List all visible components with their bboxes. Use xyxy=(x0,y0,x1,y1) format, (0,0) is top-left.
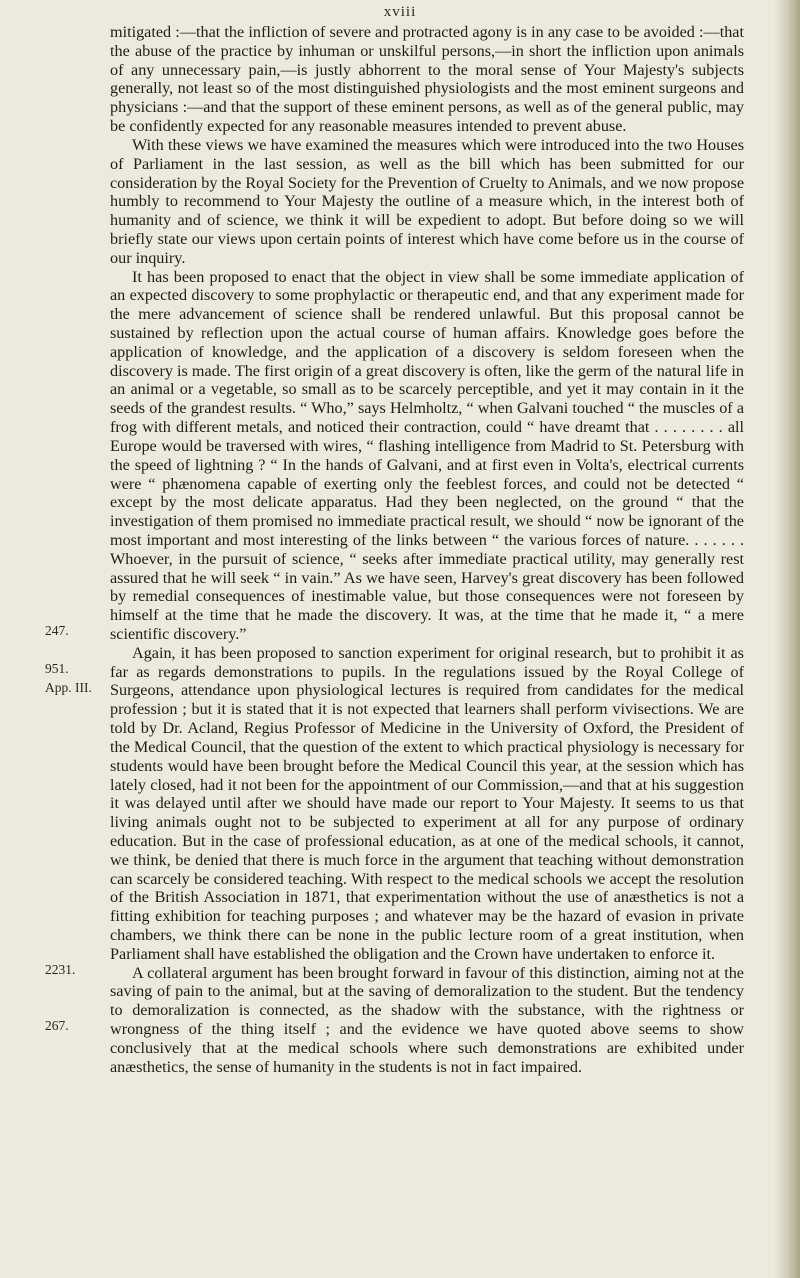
paragraph: mitigated :—that the infliction of severe and protracted agony is in any case to be avoided :—that the abuse of the practice by inhuman or unskilful persons,—in short the infliction upon animals of any unnecessary pain,—is justly abhorrent to the moral sense of Your Majesty's subjects generally, not least so of the most distinguished physiologists and the most eminent surgeons and physicians :—and that the support of these eminent persons, as well as of the general public, may be confidently expected for any reasonable measures intended to prevent abuse. xyxy=(110,23,744,136)
margin-note: App. III. xyxy=(45,680,92,695)
body-text xyxy=(110,23,744,1077)
margin-note: 247. xyxy=(45,623,69,638)
paragraph: With these views we have examined the measures which were introduced into the two Houses of Parliament in the last session, as well as the bill which has been submitted for our consideration by the Royal Society for the Prevention of Cruelty to Animals, and we now propose humbly to recommend to Your Majesty the outline of a measure which, in the interest both of humanity and of science, we think it will be expedient to adopt. But before doing so we will briefly state our views upon certain points of interest which have come before us in the course of our inquiry. xyxy=(110,135,744,267)
page-edge-shadow xyxy=(774,0,800,1278)
paragraph: Again, it has been proposed to sanction experiment for original research, but to prohibit it as far as regards demonstrations to pupils. In the regulations issued by the Royal College of Surgeons, attendance upon physiological lectures is required from candidates for the medical profession ; but it is stated that it is not expected that learners shall perform vivisections. We are told by Dr. Acland, Regius Professor of Medicine in the University of Oxford, the President of the Medical Council, that the question of the extent to which practical physiology is necessary for students would have been brought before the Medical Council this year, at the session which has lately closed, had it not been for the appointment of our Commission,—and that at his suggestion it was delayed until after we should have made our report to Your Majesty. It seems to us that living animals ought not to be subjected to experiment at all for any purpose of ordinary education. But in the case of professional education, as at one of the medical schools, it cannot, we think, be denied that there is much force in the argument that teaching without demonstration can scarcely be considered teaching. With respect to the medical schools we accept the resolution of the British Association in 1871, that experimentation without the use of anæsthetics is not a fitting exhibition for teaching purposes ; and whatever may be the hazard of evasion in private chambers, we think there can be none in the public lecture room of a great institution, when Parliament shall have established the obligation and the Crown have undertaken to enforce it. xyxy=(110,643,744,963)
paragraph: It has been proposed to enact that the object in view shall be some immediate application of an expected discovery to some prophylactic or therapeutic end, and that any experiment made for the mere advancement of science shall be rendered unlawful. But this proposal cannot be sustained by reflection upon the actual course of human affairs. Knowledge goes before the application of knowledge, and the application of a discovery is seldom foreseen when the discovery is made. The first origin of a great discovery is often, like the germ of the natural life in an animal or a vegetable, so small as to be scarcely perceptible, and yet it may contain in it the seeds of the grandest results. “ Who,” says Helmholtz, “ when Galvani touched “ the muscles of a frog with different metals, and noticed their contraction, could “ have dreamt that . . . . . . . . all Europe would be traversed with wires, “ flashing intelligence from Madrid to St. Petersburg with the speed of lightning ? “ In the hands of Galvani, and at first even in Volta's, electrical currents were “ phænomena capable of exerting only the feeblest forces, and could not be detected “ except by the most delicate apparatus. Had they been neglected, on the ground “ that the investigation of them promised no immediate practical result, we should “ now be ignorant of the most important and most interesting of the links between “ the various forces of nature. . . . . . . Whoever, in the pursuit of science, “ seeks after immediate practical utility, may generally rest assured that he will seek “ in vain.” As we have seen, Harvey's great discovery has been followed by remedial consequences of inestimable value, but those consequences were not foreseen by himself at the time that he made the discovery. It was, at the time that he made it, “ a mere scientific discovery.” xyxy=(110,267,744,643)
margin-note: 2231. xyxy=(45,962,76,977)
page-number: xviii xyxy=(383,4,417,20)
margin-note: 267. xyxy=(45,1018,69,1033)
paragraph: A collateral argument has been brought forward in favour of this distinction, aiming not at the saving of pain to the animal, but at the saving of demoralization to the student. But the tendency to demoralization is connected, as the shadow with the substance, with the rightness or wrongness of the thing itself ; and the evidence we have quoted above seems to show conclusively that at the medical schools where such demonstrations are exhibited under anæsthetics, the sense of humanity in the students is not in fact impaired. xyxy=(110,963,744,1076)
margin-note: 951. xyxy=(45,661,69,676)
